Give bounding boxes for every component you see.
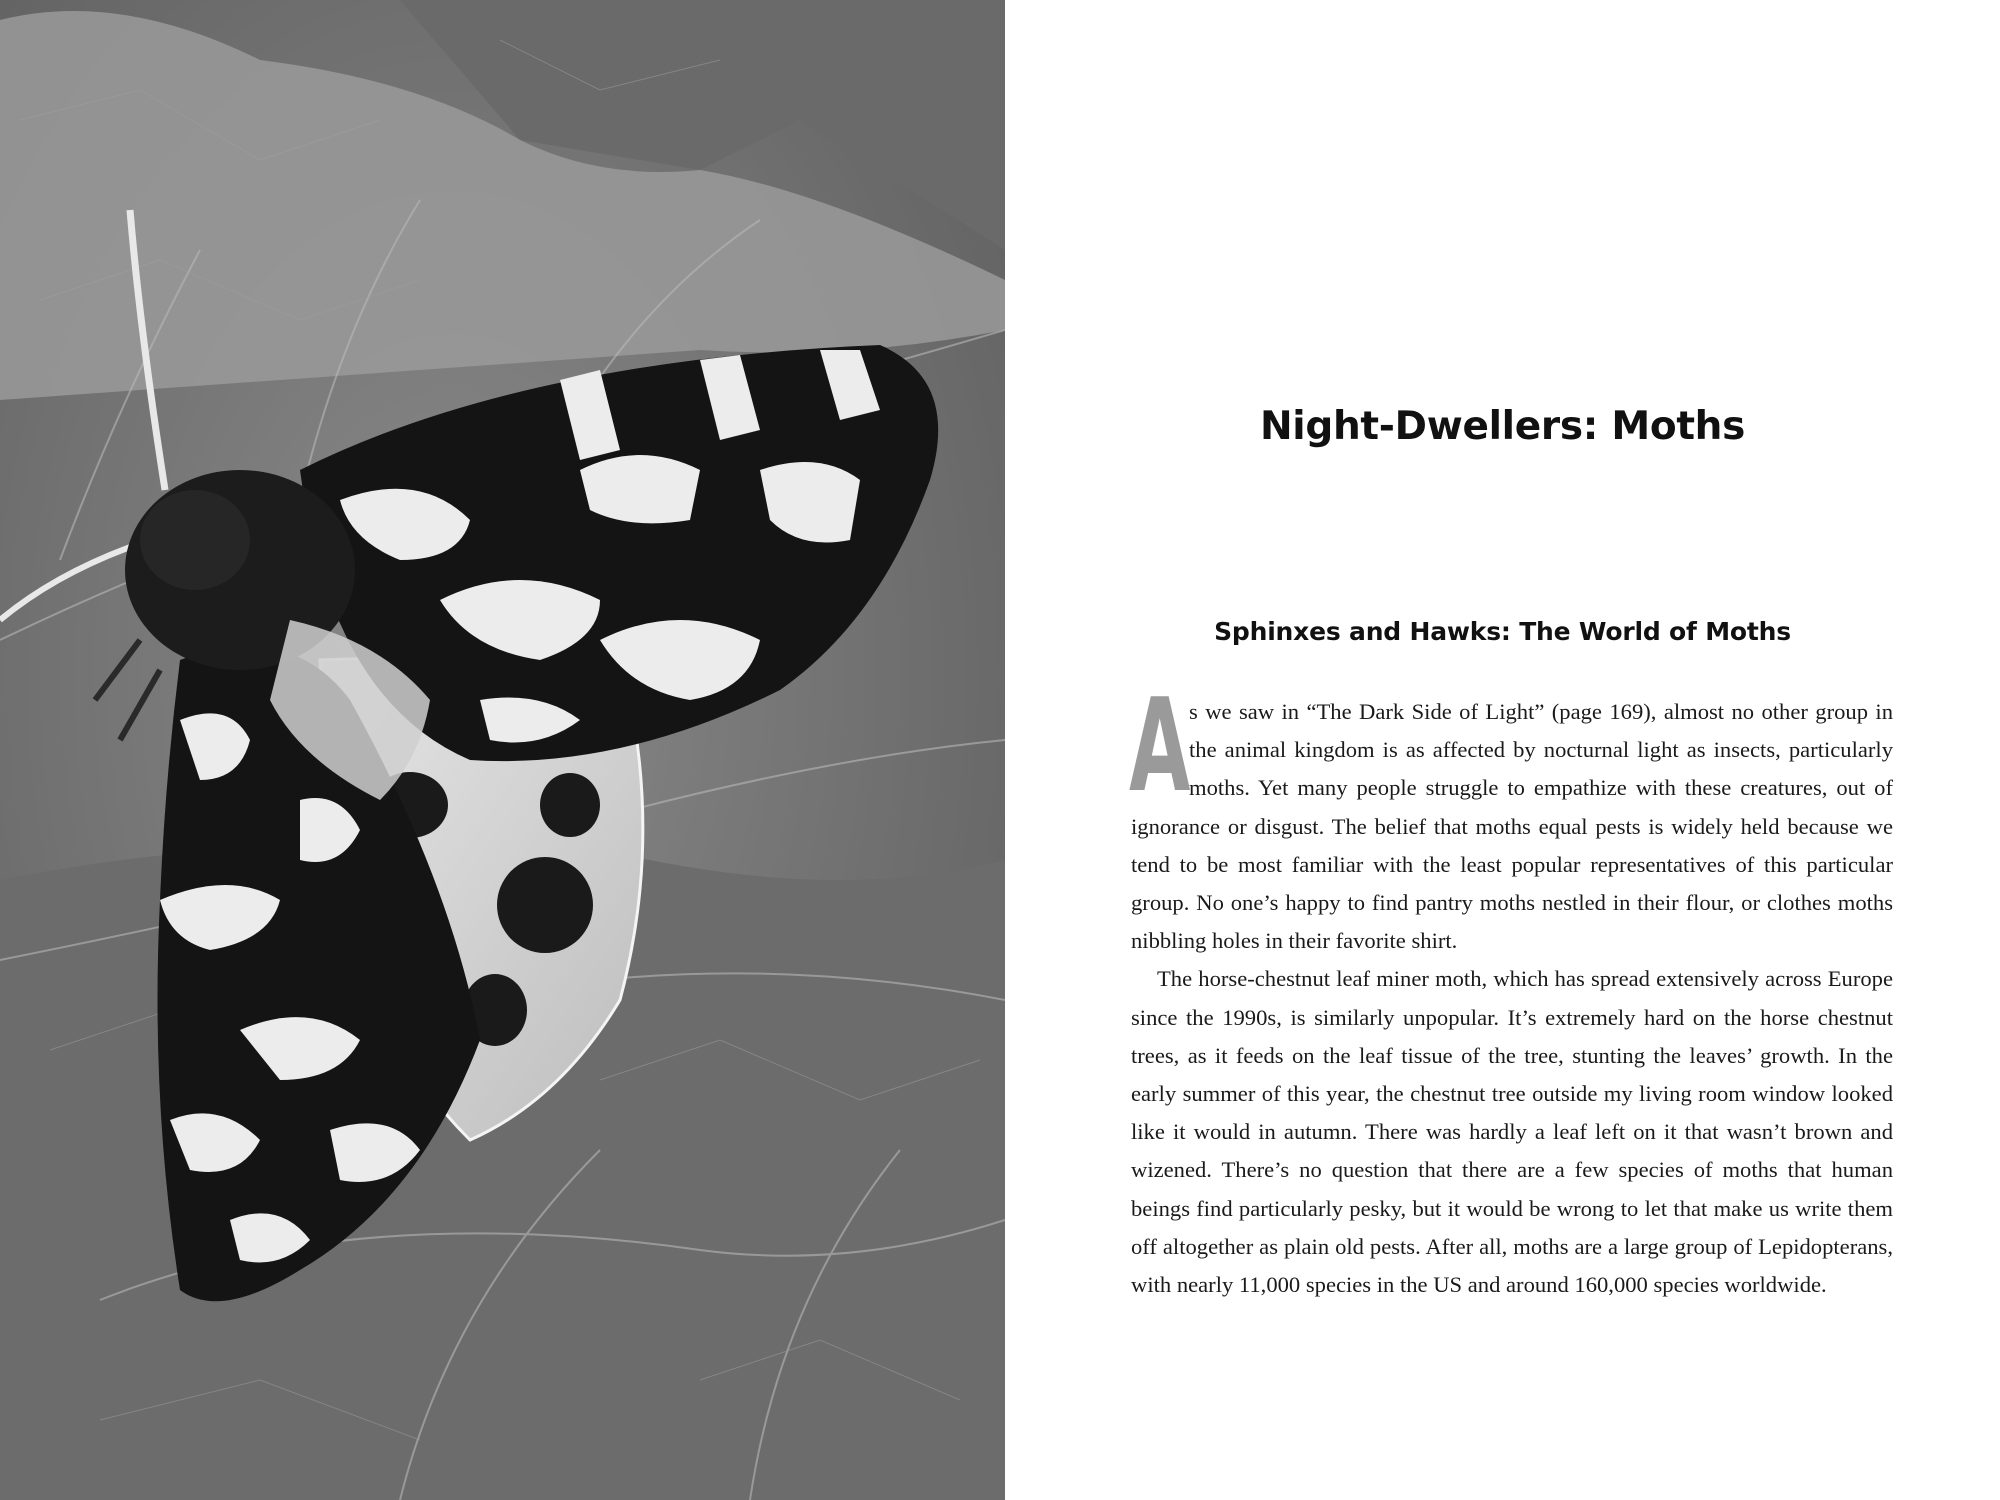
paragraph-2: The horse-chestnut leaf miner moth, which has spread extensively across Europe since the 1990s, is similarly unpopular. It’s extremely hard on the horse chestnut trees, as it feeds on the leaf tissue of the tree, stunting the leaves’ growth. In the early summer of this year, the chestnut tree outside my living room window looked like it would in autumn. There was hardly a leaf left on it that wasn’t brown and wizened. There’s no question that there are a few species of moths that human beings find particularly pesky, but it would be wrong to let that make us write them off altogether as plain old pests. After all, moths are a large group of Lepidopterans, with nearly 11,000 species in the US and around 160,000 species worldwide. <box>1131 966 1893 1298</box>
drop-cap: A <box>1129 672 1191 821</box>
paragraph-1-text: s we saw in “The Dark Side of Light” (page 169), almost no other group in the animal kingdom is as affected by nocturnal light as insects, particularly moths. Yet many people struggle to empathize with these creatures, out of ignorance or disgust. The belief that moths equal pests is widely held because we tend to be most familiar with the least popular representatives of this particular group. No one’s happy to find pantry moths nestled in their flour, or clothes moths nibbling holes in their favorite shirt. <box>1131 699 1893 954</box>
text-page <box>1005 0 2000 1500</box>
paragraph-1 <box>1129 672 1893 960</box>
chapter-title: Night-Dwellers: Moths <box>1259 404 1746 449</box>
section-title: Sphinxes and Hawks: The World of Moths <box>1214 617 1791 646</box>
body-text <box>1129 672 1893 1304</box>
